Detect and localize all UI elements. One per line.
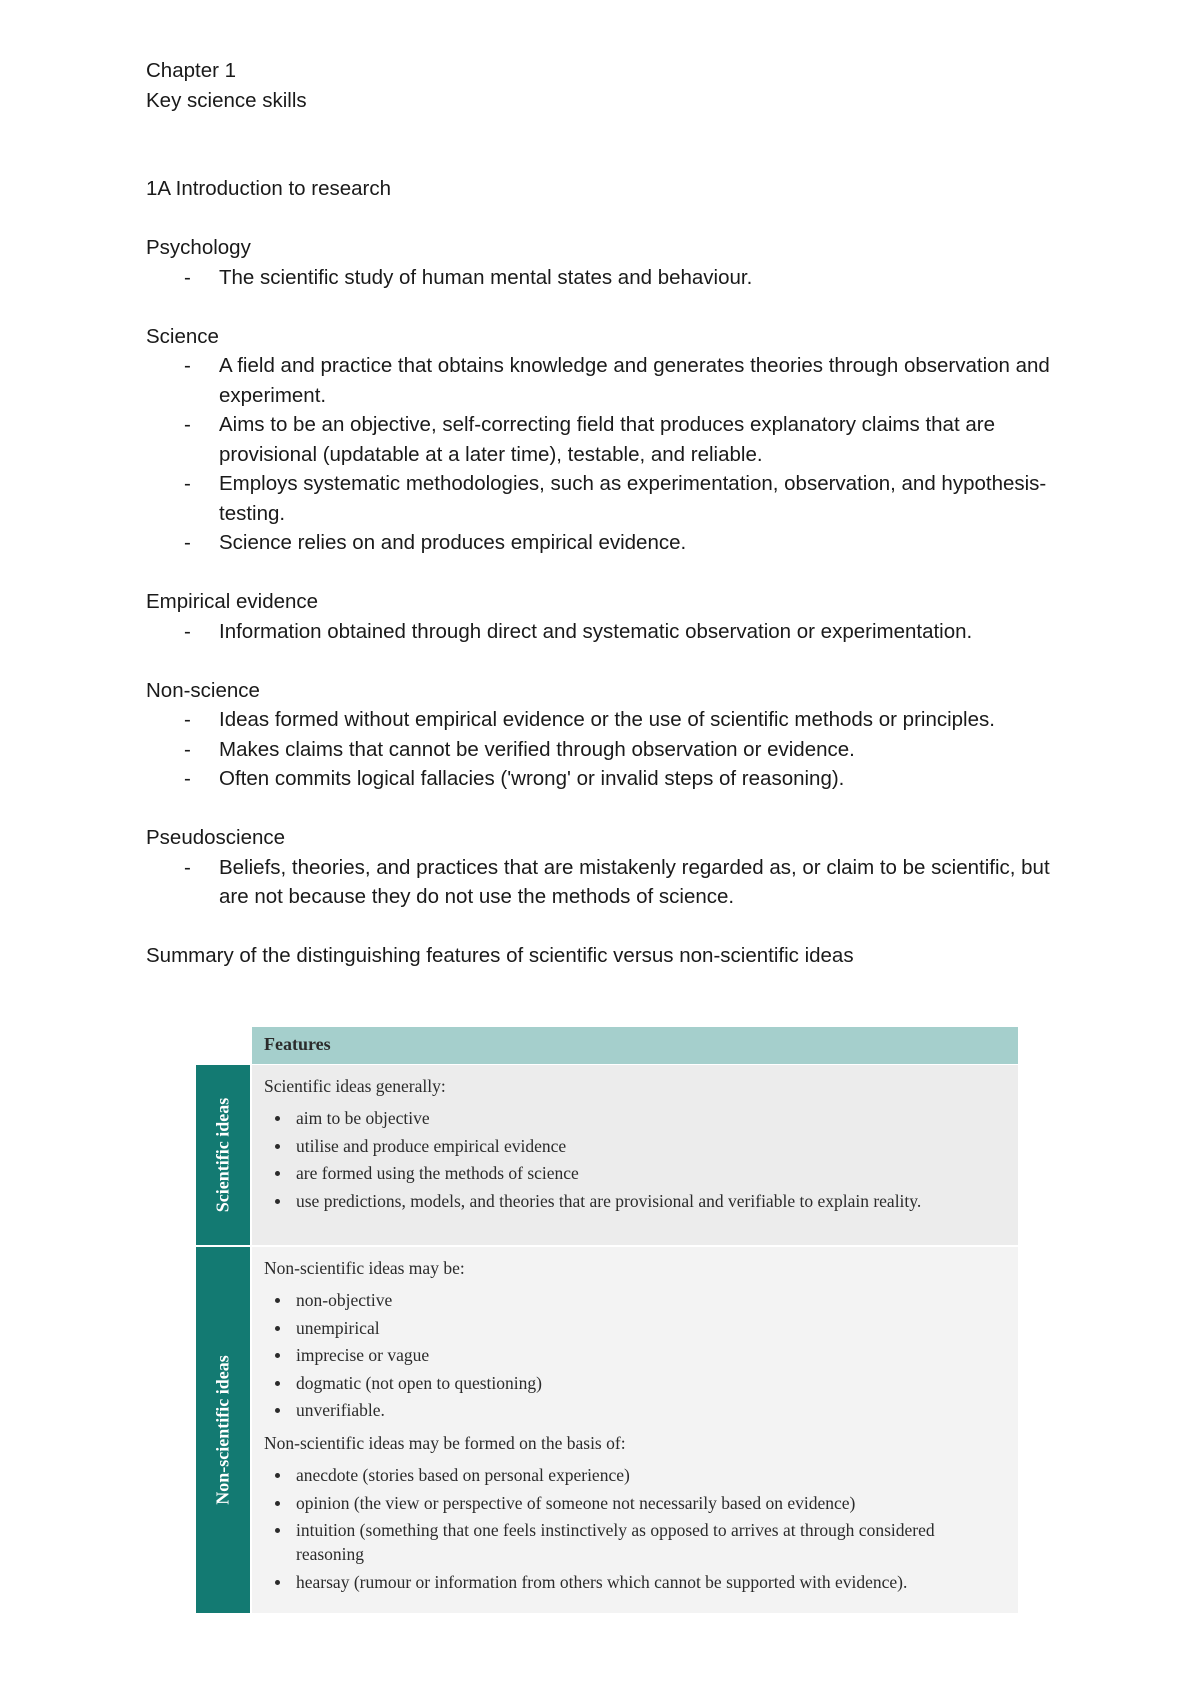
list-item: imprecise or vague: [264, 1343, 1006, 1367]
section-title: 1A Introduction to research: [146, 177, 392, 200]
heading-non-science: Non-science: [146, 678, 260, 702]
side-band-scientific: [196, 1065, 250, 1245]
chapter-title: Key science skills: [146, 88, 307, 112]
list-item: - Often commits logical fallacies ('wrong' or invalid steps of reasoning).: [146, 764, 1066, 794]
panel-intro-basis: Non-scientific ideas may be formed on the basis of:: [264, 1433, 626, 1453]
list-item: non-objective: [264, 1288, 1006, 1312]
list-item: use predictions, models, and theories that are provisional and verifiable to explain reality.: [264, 1189, 1006, 1213]
panel-intro: Non-scientific ideas may be:: [264, 1258, 465, 1278]
list-item: intuition (something that one feels instinctively as opposed to arrives at through considered reasoning: [264, 1518, 1006, 1566]
heading-psychology: Psychology: [146, 236, 251, 259]
table-header: [252, 1027, 1018, 1064]
scientific-list: [264, 1106, 1006, 1213]
list-empirical-evidence: [146, 617, 1066, 647]
side-band-non-scientific: [196, 1247, 250, 1613]
list-item: aim to be objective: [264, 1106, 1006, 1130]
list-science: [146, 351, 1066, 558]
summary-table: [196, 1027, 1018, 1613]
list-item: utilise and produce empirical evidence: [264, 1134, 1006, 1158]
chapter-label: Chapter 1: [146, 59, 237, 82]
list-pseudoscience: [146, 853, 1066, 912]
list-item: - Aims to be an objective, self-correcting field that produces explanatory claims that are provisional (updatable at a later time), testable, and reliable.: [146, 410, 1066, 469]
list-item: - Makes claims that cannot be verified through observation or evidence.: [146, 735, 1066, 765]
list-item: dogmatic (not open to questioning): [264, 1371, 1006, 1395]
list-item: - The scientific study of human mental states and behaviour.: [146, 263, 1066, 293]
list-item: - Beliefs, theories, and practices that are mistakenly regarded as, or claim to be scientific, but are not because they do not use the methods of science.: [146, 853, 1066, 912]
panel-scientific: [252, 1065, 1018, 1245]
panel-intro: Scientific ideas generally:: [264, 1076, 446, 1096]
list-item: opinion (the view or perspective of someone not necessarily based on evidence): [264, 1491, 1006, 1515]
list-item: are formed using the methods of science: [264, 1161, 1006, 1185]
list-item: - A field and practice that obtains knowledge and generates theories through observation and experiment.: [146, 351, 1066, 410]
list-item: unverifiable.: [264, 1398, 1006, 1422]
side-label-scientific: Scientific ideas: [212, 1097, 233, 1213]
summary-caption: Summary of the distinguishing features of scientific versus non-scientific ideas: [146, 944, 854, 967]
list-item: - Ideas formed without empirical evidence or the use of scientific methods or principles.: [146, 705, 1066, 735]
list-item: - Information obtained through direct and systematic observation or experimentation.: [146, 617, 1066, 647]
side-label-non-scientific: Non-scientific ideas: [212, 1355, 233, 1505]
heading-pseudoscience: Pseudoscience: [146, 826, 286, 849]
non-scientific-list: [264, 1288, 1006, 1422]
heading-empirical-evidence: Empirical evidence: [146, 590, 319, 613]
list-item: anecdote (stories based on personal experience): [264, 1463, 1006, 1487]
list-item: unempirical: [264, 1316, 1006, 1340]
basis-list: [264, 1463, 1006, 1594]
list-item: - Science relies on and produces empirical evidence.: [146, 528, 1066, 558]
list-item: - Employs systematic methodologies, such as experimentation, observation, and hypothesis-testing.: [146, 469, 1066, 528]
list-item: hearsay (rumour or information from others which cannot be supported with evidence).: [264, 1570, 1006, 1594]
table-header-label: Features: [264, 1034, 331, 1054]
document-body: [146, 56, 1066, 971]
list-psychology: [146, 263, 1066, 293]
panel-non-scientific: [252, 1247, 1018, 1613]
list-non-science: [146, 705, 1066, 794]
heading-science: Science: [146, 324, 219, 348]
